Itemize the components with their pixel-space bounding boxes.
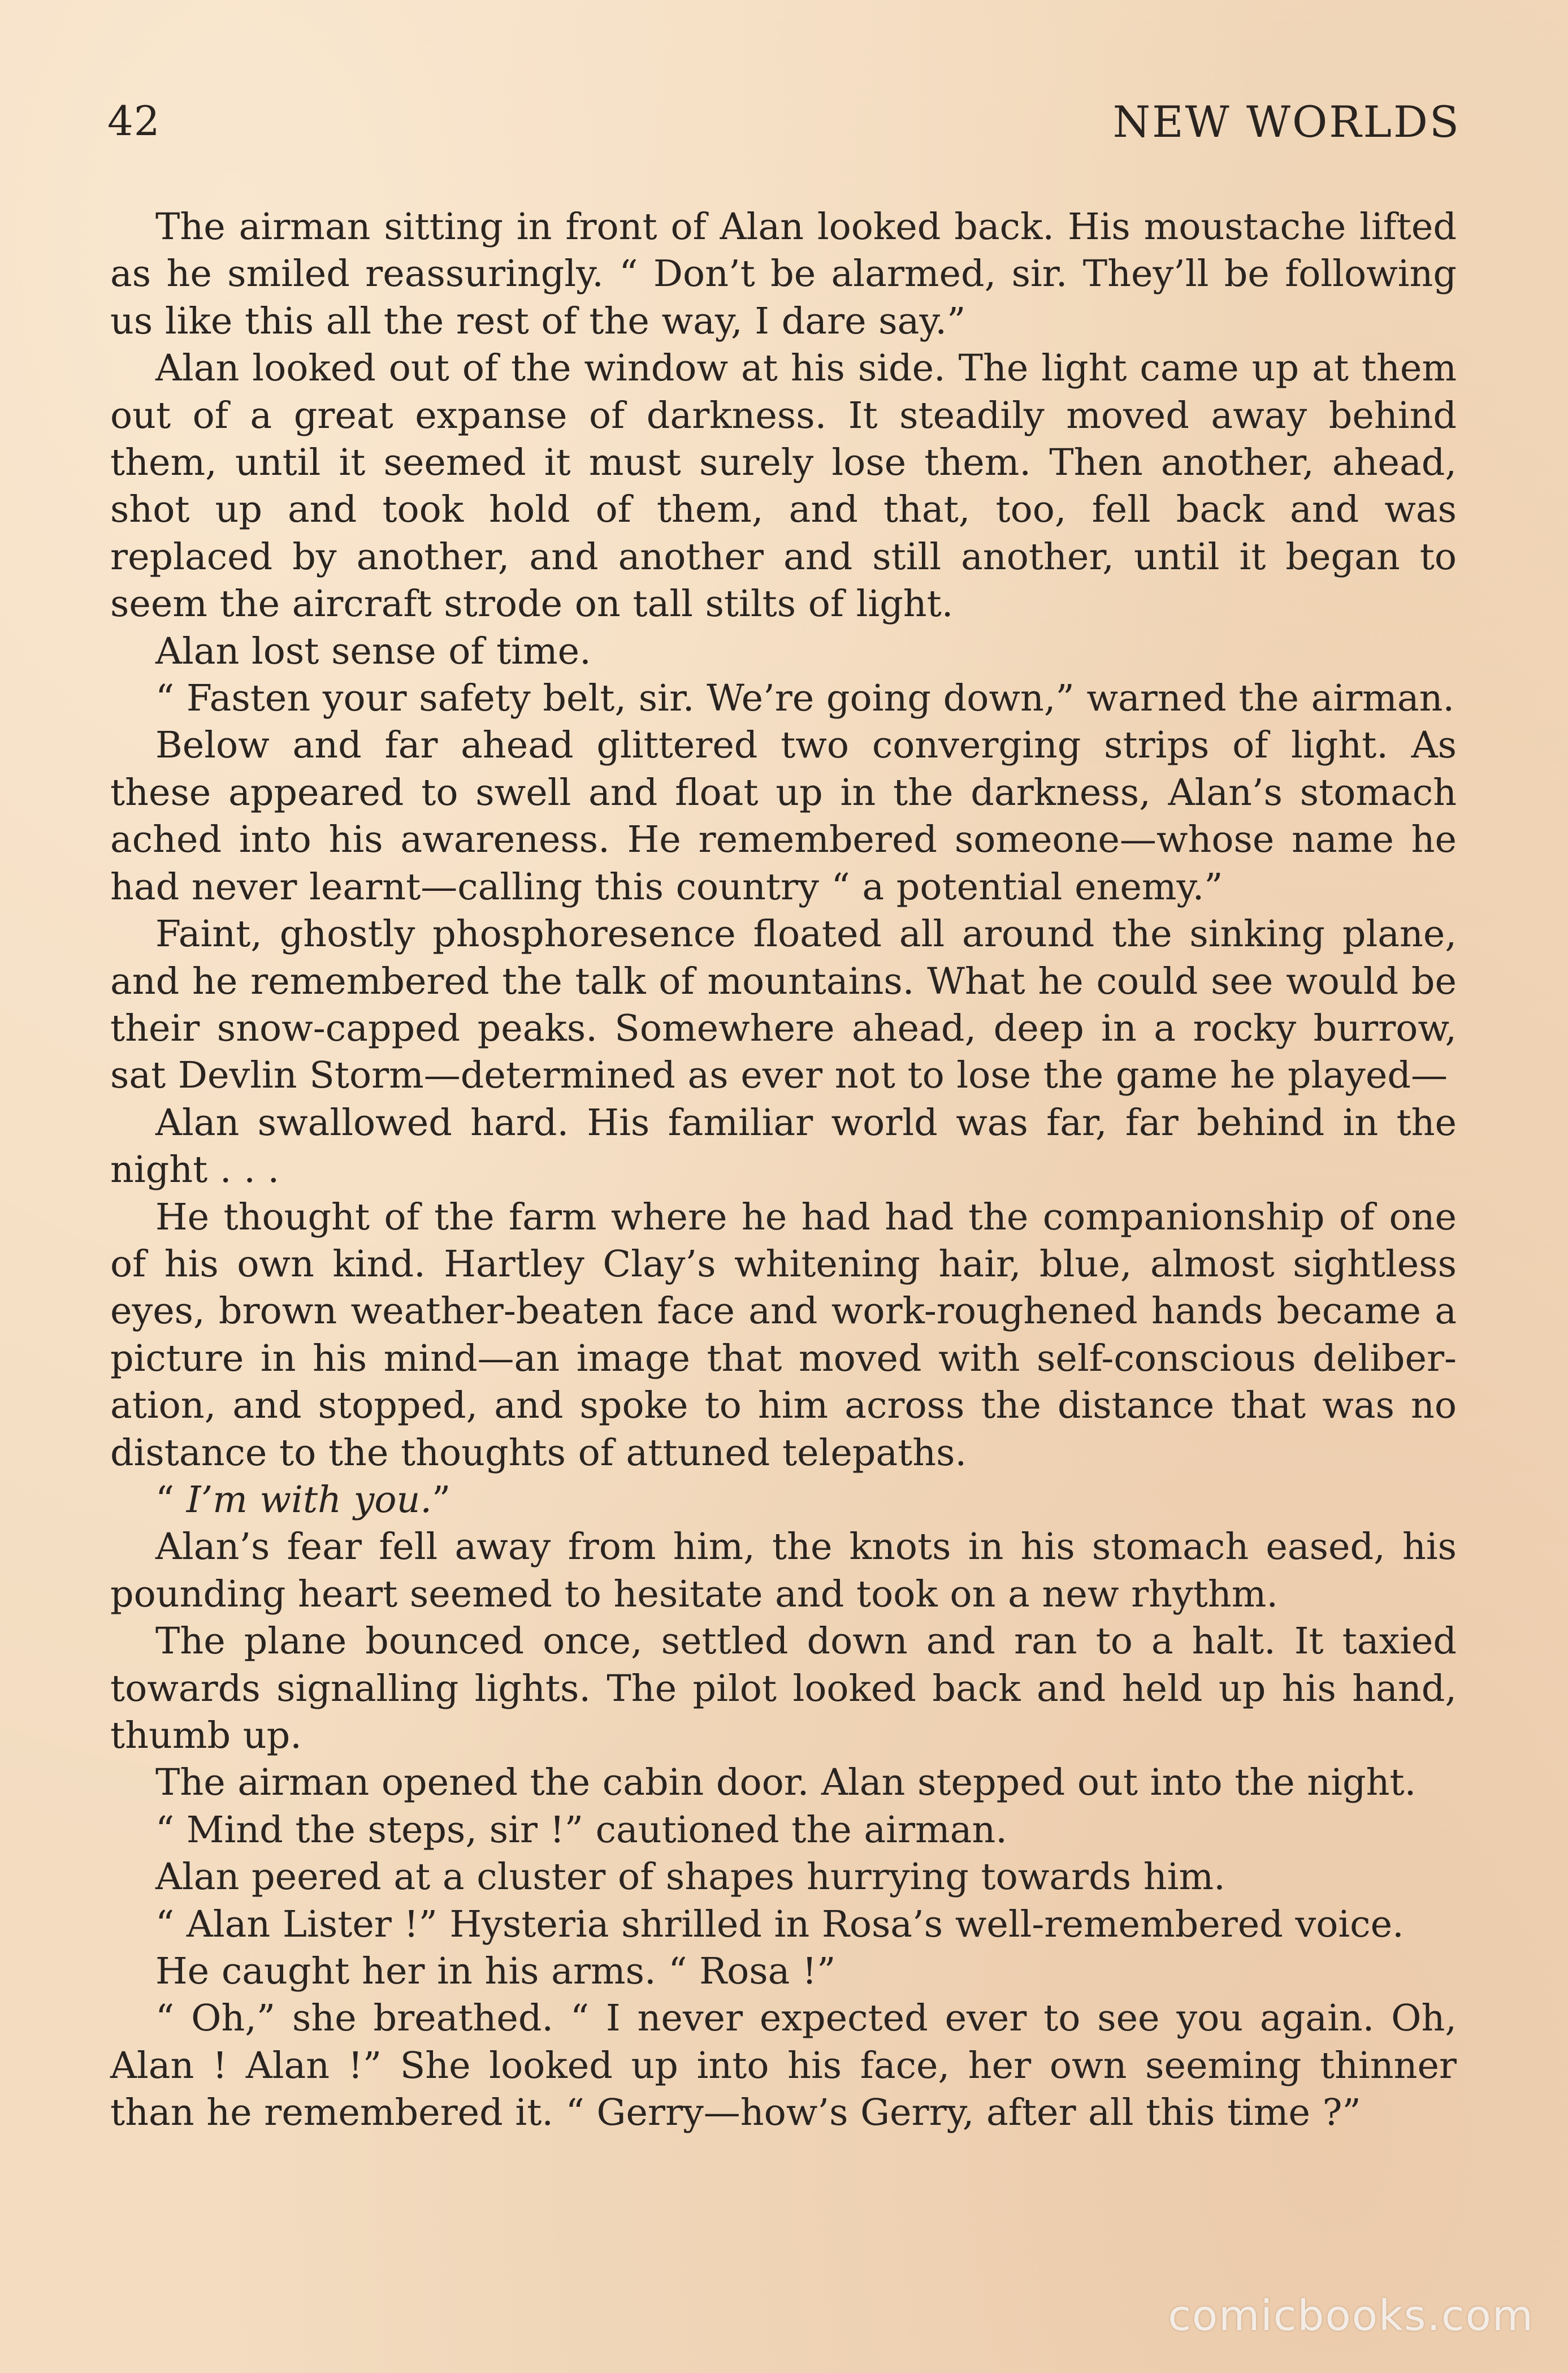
paragraph: Below and far ahead glittered two converging strips of light. As these appeared to swell and float up in the darkness, Alan’s stomach ached into his awareness. He remembered someone—whose name he had never learnt—calling this country “ a potential enemy.” (110, 724, 1457, 908)
page-number: 42 (107, 97, 161, 145)
paragraph: He thought of the farm where he had had the companionship of one of his own kind. Hartley Clay’s whitening hair, blue, almost sightless eyes, brown weather-beaten face and work-roughened hands became a picture in his mind—an image that moved with self-conscious deliber-ation, and stopped, and spoke to him across the distance that was no distance to the thoughts of attuned telepaths. (110, 1196, 1457, 1474)
body-text (110, 203, 1457, 2137)
paragraph: The airman sitting in front of Alan looked back. His moustache lifted as he smiled reassuringly. “ Don’t be alarmed, sir. They’ll be following us like this all the rest of the way, I dare say.” (110, 206, 1457, 343)
paragraph: Alan swallowed hard. His familiar world was far, far behind in the night . . . (110, 1101, 1457, 1192)
paragraph: Alan lost sense of time. (155, 630, 591, 673)
paragraph: “ Mind the steps, sir !” cautioned the airman. (155, 1808, 1007, 1851)
italic-phrase: I’m with you. (186, 1478, 432, 1521)
close-quote: ” (432, 1478, 451, 1521)
paragraph: Faint, ghostly phosphoresence floated all around the sinking plane, and he remembered the talk of mountains. What he could see would be their snow-capped peaks. Somewhere ahead, deep in a rocky burrow, sat Devlin Storm—determined as ever not to lose the game he played— (110, 913, 1457, 1097)
running-head: NEW WORLDS (1112, 97, 1461, 147)
paragraph: “ Oh,” she breathed. “ I never expected ever to see you again. Oh, Alan ! Alan !” She looked up into his face, her own seeming thinner than he remembered it. “ Gerry—how’s Gerry, after all this time ?” (110, 1997, 1457, 2134)
italic-paragraph (110, 1476, 1457, 1523)
open-quote: “ (155, 1478, 187, 1521)
paragraph: Alan’s fear fell away from him, the knots in his stomach eased, his pounding heart seemed to hesitate and took on a new rhythm. (110, 1526, 1457, 1616)
paragraph: The plane bounced once, settled down and ran to a halt. It taxied towards signalling lights. The pilot looked back and held up his hand, thumb up. (110, 1620, 1457, 1757)
paragraph: “ Fasten your safety belt, sir. We’re going down,” warned the airman. (155, 677, 1455, 720)
paragraph: The airman opened the cabin door. Alan stepped out into the night. (155, 1761, 1417, 1804)
paragraph: “ Alan Lister !” Hysteria shrilled in Rosa’s well-remembered voice. (155, 1903, 1404, 1946)
paragraph: Alan looked out of the window at his side. The light came up at them out of a great expanse of darkness. It steadily moved away behind them, until it seemed it must surely lose them. Then another, ahead, shot up and took hold of them, and that, too, fell back and was replaced by another, and another and still another, until it began to seem the aircraft strode on tall stilts of light. (110, 347, 1457, 626)
watermark: comicbooks.com (1168, 2292, 1534, 2340)
paragraph: Alan peered at a cluster of shapes hurrying towards him. (155, 1856, 1225, 1899)
paragraph: He caught her in his arms. “ Rosa !” (155, 1950, 836, 1993)
